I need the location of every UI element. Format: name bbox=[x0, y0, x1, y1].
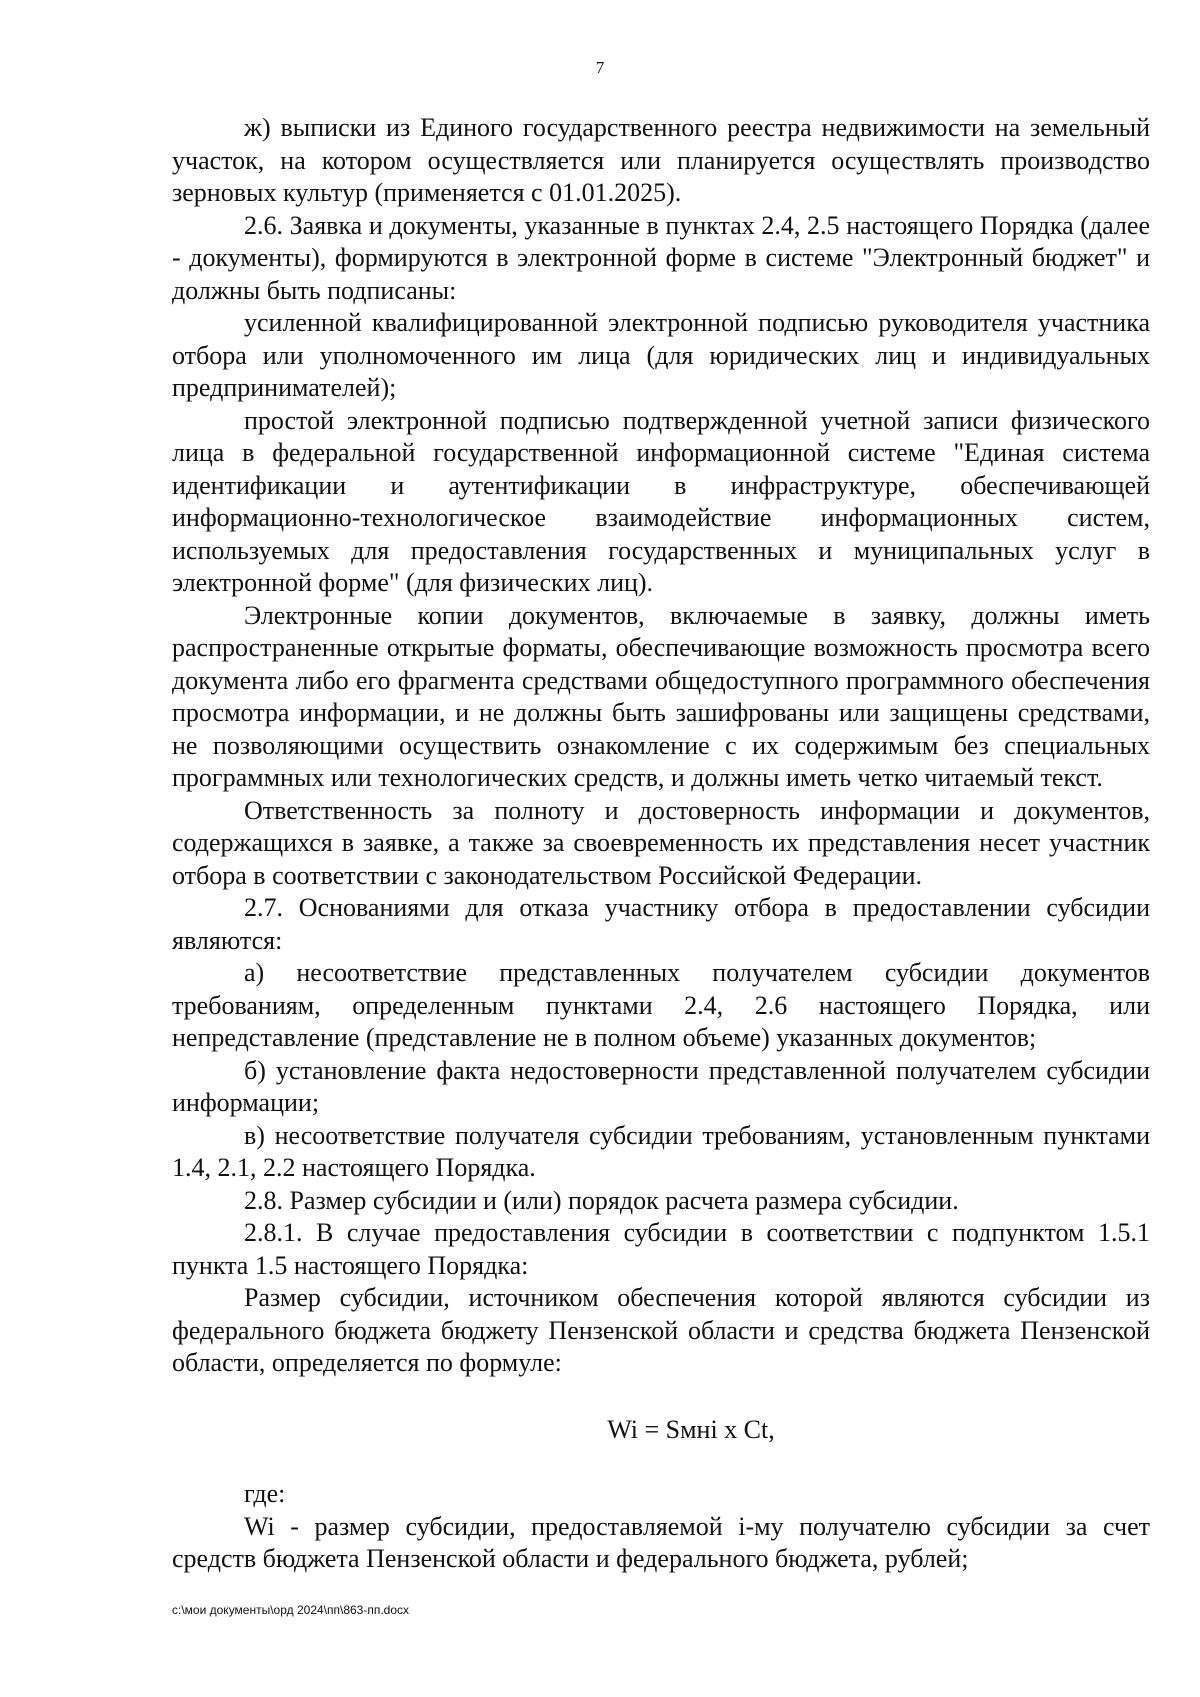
paragraph-electronic-copies: Электронные копии документов, включаемые в заявку, должны иметь распространенные открытые форматы, обеспечивающие возможность просмотра всего документа либо его фрагмента средствами общедоступного программного обеспечения просмотра информации, и не должны быть зашифрованы или защищены средствами, не позволяющими осуществить ознакомление с их содержимым без специальных программных или технологических средств, и должны иметь четко читаемый текст. bbox=[172, 600, 1150, 792]
paragraph-2-8-1: 2.8.1. В случае предоставления субсидии в соответствии с подпунктом 1.5.1 пункта 1.5 настоящего Порядка: bbox=[172, 1218, 1150, 1280]
paragraph-subsidy-size: Размер субсидии, источником обеспечения которой являются субсидии из федерального бюджета бюджету Пензенской области и средства бюджета Пензенской области, определяется по формуле: bbox=[172, 1283, 1150, 1377]
paragraph-2-8: 2.8. Размер субсидии и (или) порядок расчета размера субсидии. bbox=[244, 1185, 959, 1215]
page-number: 7 bbox=[595, 58, 605, 77]
paragraph-2-7-b: б) установление факта недостоверности представленной получателем субсидии информации; bbox=[172, 1055, 1150, 1117]
paragraph-responsibility: Ответственность за полноту и достоверность информации и документов, содержащихся в заявке, а также за своевременность их представления несет участник отбора в соответствии с законодательством Российской Федерации. bbox=[172, 795, 1150, 890]
formula: Wi = Sмнi x Ct, bbox=[607, 1414, 775, 1444]
paragraph-2-7-a: а) несоответствие представленных получателем субсидии документов требованиям, определенным пунктами 2.4, 2.6 настоящего Порядка, или непредставление (представление не в полном объеме) указанных документов; bbox=[172, 958, 1150, 1052]
paragraph-signature-simple: простой электронной подписью подтвержденной учетной записи физического лица в федеральной государственной информационной системе "Единая система идентификации и аутентификации в инфраструктуре, обеспечивающей информационно-технологическое взаимодействие информационных систем, используемых для предоставления государственных и муниципальных услуг в электронной форме" (для физических лиц). bbox=[172, 405, 1150, 597]
paragraph-wi-definition: Wi - размер субсидии, предоставляемой i-му получателю субсидии за счет средств бюджета Пензенской области и федерального бюджета, рублей; bbox=[172, 1511, 1150, 1573]
paragraph-2-6: 2.6. Заявка и документы, указанные в пунктах 2.4, 2.5 настоящего Порядка (далее - документы), формируются в электронной форме в системе "Электронный бюджет" и должны быть подписаны: bbox=[172, 210, 1150, 305]
document-body bbox=[172, 112, 1150, 1576]
paragraph-zh: ж) выписки из Единого государственного реестра недвижимости на земельный участок, на котором осуществляется или планируется осуществлять производство зерновых культур (применяется с 01.01.2025). bbox=[172, 113, 1150, 207]
paragraph-where: где: bbox=[244, 1479, 286, 1508]
paragraph-signature-qualified: усиленной квалифицированной электронной подписью руководителя участника отбора или уполномоченного им лица (для юридических лиц и индивидуальных предпринимателей); bbox=[172, 308, 1150, 402]
footer-file-path: c:\мои документы\орд 2024\пп\863-пп.docx bbox=[172, 1603, 410, 1617]
paragraph-2-7-v: в) несоответствие получателя субсидии требованиям, установленным пунктами 1.4, 2.1, 2.2 настоящего Порядка. bbox=[172, 1120, 1150, 1182]
paragraph-2-7: 2.7. Основаниями для отказа участнику отбора в предоставлении субсидии являются: bbox=[172, 893, 1150, 955]
